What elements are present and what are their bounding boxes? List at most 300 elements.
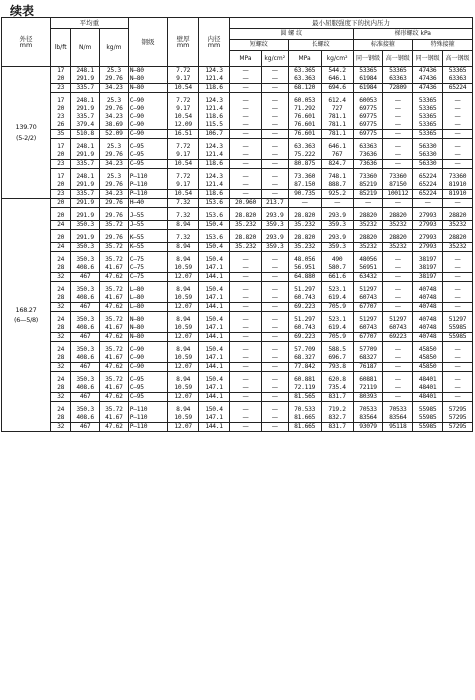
- table-cell: 38197: [413, 264, 443, 273]
- table-cell: 121.4: [199, 105, 230, 113]
- table-cell: —: [383, 199, 413, 208]
- header-long-thread: 长螺纹: [288, 40, 353, 51]
- table-cell: —: [443, 105, 473, 113]
- table-cell: 41.67: [100, 384, 129, 393]
- table-cell: —: [383, 130, 413, 139]
- table-cell: 20: [51, 212, 71, 221]
- table-cell: 68.120: [288, 84, 321, 93]
- table-cell: —: [261, 264, 288, 273]
- table-cell: 40748: [413, 294, 443, 303]
- table-row: [2, 423, 473, 432]
- table-cell: 7.72: [168, 67, 199, 76]
- table-cell: —: [383, 256, 413, 264]
- table-cell: 580.7: [321, 264, 353, 273]
- header-kg-m: kg/m: [100, 29, 129, 67]
- table-cell: 27993: [413, 212, 443, 221]
- table-cell: 57295: [443, 423, 473, 432]
- header-same-grade: 同一钢级: [413, 51, 443, 67]
- table-cell: —: [261, 160, 288, 169]
- table-cell: 29.76: [100, 199, 129, 208]
- header-short-thread: 短螺纹: [230, 40, 289, 51]
- table-cell: 29.76: [100, 75, 129, 84]
- table-cell: —: [383, 151, 413, 160]
- table-cell: —: [383, 354, 413, 363]
- header-mpa: MPa: [288, 51, 321, 67]
- table-cell: 118.6: [199, 190, 230, 199]
- header-same-grade: 同一钢级: [353, 51, 383, 67]
- table-cell: N—80: [128, 75, 167, 84]
- table-cell: 47.62: [100, 273, 129, 282]
- table-cell: 705.9: [321, 303, 353, 312]
- table-cell: N—80: [128, 84, 167, 93]
- table-row: [2, 354, 473, 363]
- table-cell: 35232: [443, 243, 473, 252]
- table-cell: 28.820: [288, 212, 321, 221]
- outer-diameter-mm: 168.27: [15, 305, 37, 314]
- table-cell: 63.363: [288, 75, 321, 84]
- table-cell: 47436: [413, 75, 443, 84]
- table-cell: 24: [51, 243, 71, 252]
- table-cell: 53365: [413, 121, 443, 130]
- table-cell: C—90: [128, 97, 167, 105]
- table-cell: 291.9: [71, 181, 100, 190]
- table-cell: 35232: [443, 221, 473, 230]
- table-cell: 20: [51, 105, 71, 113]
- table-cell: 588.5: [321, 346, 353, 354]
- table-cell: 7.32: [168, 234, 199, 243]
- table-cell: 293.9: [321, 234, 353, 243]
- table-cell: N—80: [128, 324, 167, 333]
- table-cell: 63363: [443, 75, 473, 84]
- table-cell: 47.62: [100, 333, 129, 342]
- table-cell: 20: [51, 151, 71, 160]
- table-cell: —: [230, 105, 262, 113]
- table-cell: —: [443, 273, 473, 282]
- table-cell: 60881: [353, 376, 383, 384]
- table-cell: 10.59: [168, 354, 199, 363]
- table-cell: 32: [51, 423, 71, 432]
- table-cell: 291.9: [71, 75, 100, 84]
- table-cell: 291.9: [71, 105, 100, 113]
- table-cell: 144.1: [199, 273, 230, 282]
- table-cell: 467: [71, 303, 100, 312]
- table-cell: 335.7: [71, 84, 100, 93]
- table-cell: 408.6: [71, 294, 100, 303]
- table-cell: 359.3: [261, 243, 288, 252]
- table-cell: 350.3: [71, 286, 100, 294]
- table-cell: 10.59: [168, 324, 199, 333]
- table-cell: 291.9: [71, 212, 100, 221]
- table-cell: 467: [71, 423, 100, 432]
- table-cell: 53365: [413, 105, 443, 113]
- table-cell: 408.6: [71, 414, 100, 423]
- table-cell: 124.3: [199, 67, 230, 76]
- table-cell: 147.1: [199, 414, 230, 423]
- table-cell: 248.1: [71, 173, 100, 181]
- table-cell: 34.23: [100, 113, 129, 121]
- table-cell: 781.1: [321, 113, 353, 121]
- table-cell: 28: [51, 324, 71, 333]
- table-cell: —: [443, 354, 473, 363]
- table-cell: 81.665: [288, 423, 321, 432]
- table-cell: —: [261, 294, 288, 303]
- table-cell: 56330: [413, 151, 443, 160]
- table-cell: 118.6: [199, 113, 230, 121]
- table-cell: 12.07: [168, 303, 199, 312]
- table-cell: 73636: [353, 160, 383, 169]
- table-cell: —: [383, 346, 413, 354]
- table-cell: 17: [51, 97, 71, 105]
- table-row: [2, 121, 473, 130]
- table-cell: 467: [71, 273, 100, 282]
- table-cell: 53365: [413, 113, 443, 121]
- table-cell: C—90: [128, 113, 167, 121]
- table-cell: 32: [51, 303, 71, 312]
- table-cell: 350.3: [71, 221, 100, 230]
- table-cell: 124.3: [199, 143, 230, 151]
- table-cell: C—95: [128, 393, 167, 402]
- table-cell: K—55: [128, 234, 167, 243]
- table-cell: 57295: [443, 414, 473, 423]
- table-cell: C—90: [128, 363, 167, 372]
- table-cell: 35.72: [100, 286, 129, 294]
- table-cell: 72809: [383, 84, 413, 93]
- table-cell: 150.4: [199, 286, 230, 294]
- table-cell: 335.7: [71, 160, 100, 169]
- table-cell: 17: [51, 143, 71, 151]
- table-cell: 147.1: [199, 294, 230, 303]
- table-cell: —: [261, 151, 288, 160]
- table-cell: 150.4: [199, 316, 230, 324]
- table-row: [2, 363, 473, 372]
- table-cell: 63363: [353, 143, 383, 151]
- table-cell: 291.9: [71, 151, 100, 160]
- table-cell: 619.4: [321, 324, 353, 333]
- table-cell: —: [383, 264, 413, 273]
- table-cell: 12.07: [168, 393, 199, 402]
- table-cell: —: [230, 160, 262, 169]
- table-cell: 63.365: [288, 67, 321, 76]
- table-cell: 34.23: [100, 190, 129, 199]
- table-row: [2, 160, 473, 169]
- table-cell: 118.6: [199, 160, 230, 169]
- header-standard-coupling: 标准接箍: [353, 40, 413, 51]
- table-cell: —: [261, 406, 288, 414]
- table-row: [2, 67, 473, 76]
- table-cell: 29.76: [100, 105, 129, 113]
- table-cell: 55985: [443, 324, 473, 333]
- table-cell: 147.1: [199, 264, 230, 273]
- table-cell: 28: [51, 264, 71, 273]
- table-cell: 100112: [383, 190, 413, 199]
- table-cell: —: [230, 294, 262, 303]
- table-row: [2, 181, 473, 190]
- table-cell: 510.8: [71, 130, 100, 139]
- table-cell: C—95: [128, 376, 167, 384]
- table-cell: 10.59: [168, 294, 199, 303]
- table-cell: 8.94: [168, 221, 199, 230]
- table-cell: 68327: [353, 354, 383, 363]
- table-cell: 35232: [353, 221, 383, 230]
- table-cell: 7.32: [168, 212, 199, 221]
- table-row: [2, 384, 473, 393]
- table-row: [2, 264, 473, 273]
- table-cell: 40748: [413, 333, 443, 342]
- table-cell: L—80: [128, 303, 167, 312]
- table-cell: 28820: [353, 212, 383, 221]
- table-cell: 61984: [353, 84, 383, 93]
- table-cell: 73360: [353, 173, 383, 181]
- header-grade: 钢级: [128, 18, 167, 67]
- table-cell: 781.1: [321, 121, 353, 130]
- table-cell: —: [383, 294, 413, 303]
- table-cell: —: [230, 130, 262, 139]
- table-cell: 350.3: [71, 376, 100, 384]
- table-cell: 77.842: [288, 363, 321, 372]
- table-cell: —: [261, 333, 288, 342]
- table-cell: 150.4: [199, 221, 230, 230]
- table-cell: 35.72: [100, 346, 129, 354]
- table-cell: 38197: [413, 256, 443, 264]
- table-cell: C—95: [128, 384, 167, 393]
- table-cell: 80393: [353, 393, 383, 402]
- table-cell: 29.76: [100, 212, 129, 221]
- table-cell: —: [230, 113, 262, 121]
- table-cell: —: [261, 84, 288, 93]
- table-cell: 47.62: [100, 303, 129, 312]
- table-cell: 24: [51, 406, 71, 414]
- table-cell: —: [443, 151, 473, 160]
- table-cell: 40748: [413, 316, 443, 324]
- table-cell: —: [230, 316, 262, 324]
- table-cell: 10.54: [168, 190, 199, 199]
- table-cell: 24: [51, 376, 71, 384]
- page-title: 续表: [10, 4, 35, 18]
- table-cell: C—75: [128, 264, 167, 273]
- table-cell: 115.5: [199, 121, 230, 130]
- table-cell: 8.94: [168, 406, 199, 414]
- table-cell: 60743: [353, 294, 383, 303]
- table-cell: —: [353, 199, 383, 208]
- table-cell: —: [383, 121, 413, 130]
- header-special-coupling: 特殊接箍: [413, 40, 473, 51]
- table-cell: 10.59: [168, 414, 199, 423]
- table-cell: 153.6: [199, 212, 230, 221]
- table-cell: 7.32: [168, 199, 199, 208]
- table-cell: —: [443, 286, 473, 294]
- table-cell: —: [230, 143, 262, 151]
- table-cell: —: [230, 423, 262, 432]
- table-cell: 150.4: [199, 346, 230, 354]
- table-cell: —: [443, 363, 473, 372]
- table-cell: 10.54: [168, 160, 199, 169]
- table-cell: 48056: [353, 256, 383, 264]
- table-cell: H—40: [128, 199, 167, 208]
- table-cell: —: [443, 346, 473, 354]
- table-cell: 24: [51, 286, 71, 294]
- table-row: [2, 294, 473, 303]
- table-row: [2, 406, 473, 414]
- table-row: [2, 243, 473, 252]
- table-cell: —: [261, 376, 288, 384]
- table-cell: L—80: [128, 294, 167, 303]
- table-cell: 32: [51, 363, 71, 372]
- table-cell: 121.4: [199, 151, 230, 160]
- table-cell: 213.7: [261, 199, 288, 208]
- table-cell: 619.4: [321, 294, 353, 303]
- table-cell: N—80: [128, 67, 167, 76]
- table-cell: 72.119: [288, 384, 321, 393]
- table-cell: 40748: [413, 324, 443, 333]
- table-cell: 831.7: [321, 393, 353, 402]
- table-row: [2, 212, 473, 221]
- table-cell: 76.601: [288, 121, 321, 130]
- table-cell: 379.4: [71, 121, 100, 130]
- table-cell: 248.1: [71, 67, 100, 76]
- table-cell: —: [261, 143, 288, 151]
- table-cell: —: [288, 199, 321, 208]
- table-cell: 28820: [353, 234, 383, 243]
- table-header: [2, 18, 473, 67]
- table-row: [2, 97, 473, 105]
- table-cell: 69775: [353, 121, 383, 130]
- table-cell: 38.69: [100, 121, 129, 130]
- table-cell: 147.1: [199, 384, 230, 393]
- table-cell: —: [230, 376, 262, 384]
- table-cell: 87.150: [288, 181, 321, 190]
- table-cell: 28.820: [288, 234, 321, 243]
- table-cell: 7.72: [168, 173, 199, 181]
- table-cell: 60.743: [288, 324, 321, 333]
- table-cell: 67707: [353, 333, 383, 342]
- table-cell: —: [230, 286, 262, 294]
- table-cell: 335.7: [71, 190, 100, 199]
- table-cell: —: [383, 97, 413, 105]
- table-cell: 69.223: [288, 333, 321, 342]
- table-cell: —: [443, 121, 473, 130]
- table-cell: 408.6: [71, 384, 100, 393]
- table-cell: —: [383, 105, 413, 113]
- table-cell: 53365: [383, 67, 413, 76]
- table-cell: —: [230, 346, 262, 354]
- table-cell: C—95: [128, 151, 167, 160]
- table-cell: J—55: [128, 212, 167, 221]
- table-cell: —: [230, 190, 262, 199]
- table-cell: N—80: [128, 333, 167, 342]
- table-cell: 121.4: [199, 75, 230, 84]
- table-cell: 293.9: [321, 212, 353, 221]
- table-row: [2, 105, 473, 113]
- header-wall: 壁厚 mm: [168, 18, 199, 67]
- table-cell: 705.9: [321, 333, 353, 342]
- table-cell: 35.232: [288, 243, 321, 252]
- table-cell: 28: [51, 384, 71, 393]
- header-higher-grade: 高一钢级: [383, 51, 413, 67]
- table-cell: 69.223: [288, 303, 321, 312]
- table-cell: 350.3: [71, 243, 100, 252]
- table-cell: 523.1: [321, 316, 353, 324]
- table-cell: 80.875: [288, 160, 321, 169]
- table-cell: 61984: [353, 75, 383, 84]
- table-cell: C—90: [128, 354, 167, 363]
- table-cell: P—110: [128, 414, 167, 423]
- table-cell: P—110: [128, 423, 167, 432]
- table-cell: 408.6: [71, 324, 100, 333]
- table-cell: —: [261, 363, 288, 372]
- table-cell: 76.601: [288, 113, 321, 121]
- table-cell: 350.3: [71, 406, 100, 414]
- table-cell: C—75: [128, 256, 167, 264]
- table-cell: 10.59: [168, 264, 199, 273]
- table-cell: —: [230, 97, 262, 105]
- table-cell: 28: [51, 294, 71, 303]
- table-cell: —: [383, 113, 413, 121]
- table-cell: 45850: [413, 363, 443, 372]
- table-row: [2, 273, 473, 282]
- table-cell: 64.880: [288, 273, 321, 282]
- table-cell: 9.17: [168, 181, 199, 190]
- table-cell: 70533: [353, 406, 383, 414]
- table-cell: 65224: [443, 84, 473, 93]
- table-cell: 73360: [383, 173, 413, 181]
- table-cell: 646.1: [321, 143, 353, 151]
- table-row: [2, 316, 473, 324]
- table-cell: 27993: [413, 221, 443, 230]
- table-cell: 51297: [353, 316, 383, 324]
- table-cell: 150.4: [199, 406, 230, 414]
- table-cell: 67707: [353, 303, 383, 312]
- table-cell: —: [230, 84, 262, 93]
- table-cell: 144.1: [199, 333, 230, 342]
- table-cell: 719.2: [321, 406, 353, 414]
- table-cell: C—90: [128, 105, 167, 113]
- table-cell: 10.54: [168, 113, 199, 121]
- table-cell: 26: [51, 121, 71, 130]
- table-cell: 467: [71, 363, 100, 372]
- table-cell: 20: [51, 181, 71, 190]
- table-cell: 34.23: [100, 160, 129, 169]
- table-cell: 147.1: [199, 324, 230, 333]
- table-cell: —: [230, 384, 262, 393]
- table-cell: P—110: [128, 173, 167, 181]
- table-row: [2, 221, 473, 230]
- table-cell: —: [230, 406, 262, 414]
- table-cell: 24: [51, 316, 71, 324]
- table-cell: —: [383, 273, 413, 282]
- table-cell: 735.4: [321, 384, 353, 393]
- table-cell: —: [261, 346, 288, 354]
- table-cell: —: [230, 324, 262, 333]
- table-cell: 76.601: [288, 130, 321, 139]
- table-cell: 57.709: [288, 346, 321, 354]
- table-cell: 124.3: [199, 97, 230, 105]
- table-cell: 12.07: [168, 333, 199, 342]
- table-cell: 35232: [383, 221, 413, 230]
- table-cell: 56330: [413, 160, 443, 169]
- table-cell: —: [443, 393, 473, 402]
- table-cell: 81910: [443, 190, 473, 199]
- table-cell: 7.72: [168, 97, 199, 105]
- table-cell: 65224: [413, 181, 443, 190]
- table-cell: —: [261, 273, 288, 282]
- table-cell: 17: [51, 67, 71, 76]
- table-cell: 12.09: [168, 121, 199, 130]
- table-cell: 35.72: [100, 406, 129, 414]
- table-cell: —: [261, 354, 288, 363]
- table-cell: 9.17: [168, 105, 199, 113]
- table-cell: 63432: [353, 273, 383, 282]
- table-cell: 95118: [383, 423, 413, 432]
